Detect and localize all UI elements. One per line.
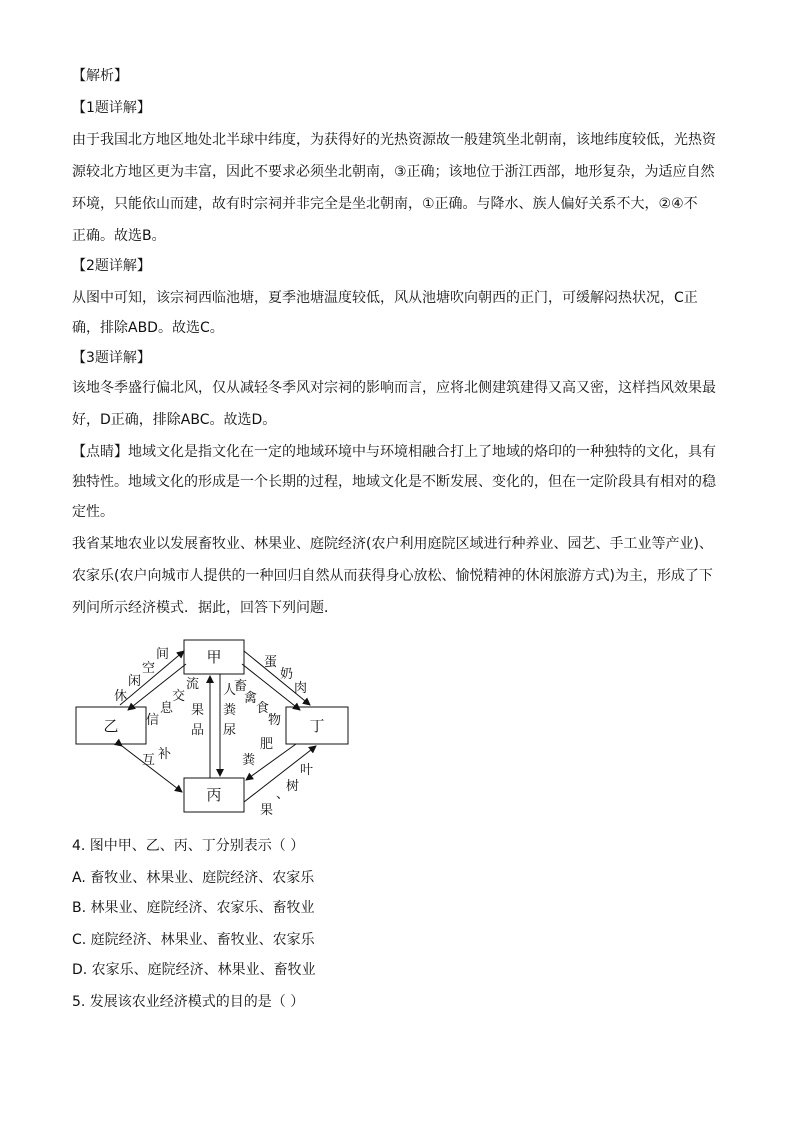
label-char: 肥	[260, 737, 274, 752]
label-char: 品	[191, 723, 205, 738]
label-char: 果	[260, 803, 274, 818]
paragraph-line: 环境，只能依山而建，故有时宗祠并非完全是坐北朝南，①正确。与降水、族人偏好关系不大，②④不	[72, 196, 698, 212]
question-5-stem: 5. 发展该农业经济模式的目的是（ ）	[72, 994, 305, 1010]
question-4-option-b: B. 林果业、庭院经济、农家乐、畜牧业	[72, 900, 315, 916]
svg-text:丁: 丁	[309, 717, 325, 735]
section-heading-q3: 【3题详解】	[72, 350, 151, 366]
label-char: 肉	[294, 681, 308, 696]
label-char: 补	[158, 747, 172, 762]
question-4-option-a: A. 畜牧业、林果业、庭院经济、农家乐	[72, 870, 315, 886]
paragraph-line: 正确。故选B。	[72, 228, 166, 244]
box-yi	[76, 707, 146, 744]
label-char: 信	[146, 713, 160, 728]
label-char: 尿	[223, 723, 237, 738]
section-heading-q1: 【1题详解】	[72, 100, 151, 116]
label-char: 、	[276, 787, 290, 802]
label-char: 食	[256, 701, 270, 716]
label-char: 果	[191, 703, 205, 718]
label-char: 叶	[300, 763, 314, 778]
label-char: 交	[172, 689, 186, 704]
question-4-option-c: C. 庭院经济、林果业、畜牧业、农家乐	[72, 932, 315, 948]
paragraph-line: 农家乐(农户向城市人提供的一种回归自然从而获得身心放松、愉悦精神的休闲旅游方式)为主，形成了下	[72, 568, 713, 584]
paragraph-line: 好，D正确，排除ABC。故选D。	[72, 412, 277, 428]
label-char: 互	[142, 753, 156, 768]
label-char: 空	[142, 661, 156, 676]
question-4-option-d: D. 农家乐、庭院经济、林果业、畜牧业	[72, 962, 316, 978]
paragraph-line: 【点睛】地域文化是指文化在一定的地域环境中与环境相融合打上了地域的烙印的一种独特的文化，具有	[72, 444, 716, 460]
label-char: 息	[160, 701, 174, 716]
paragraph-line: 源较北方地区更为丰富，因此不要求必须坐北朝南，③正确；该地位于浙江西部，地形复杂，为适应自然	[72, 164, 715, 180]
section-heading-q2: 【2题详解】	[72, 258, 151, 274]
paragraph-line: 我省某地农业以发展畜牧业、林果业、庭院经济(农户利用庭院区域进行种养业、园艺、手工业等产业)、	[72, 536, 713, 552]
economic-model-diagram	[60, 630, 370, 820]
label-char: 禽	[244, 691, 258, 706]
label-char: 蛋	[264, 655, 278, 670]
label-char: 粪	[223, 703, 237, 718]
label-char: 畜	[234, 679, 248, 694]
paragraph-line: 由于我国北方地区地处北半球中纬度，为获得好的光热资源故一般建筑坐北朝南，该地纬度较低，光热资	[72, 132, 716, 148]
label-char: 闲	[128, 674, 142, 689]
section-heading-analysis: 【解析】	[72, 68, 128, 84]
label-char: 奶	[280, 667, 294, 682]
label-char: 流	[186, 677, 200, 692]
paragraph-line: 该地冬季盛行偏北风，仅从减轻冬季风对宗祠的影响而言，应将北侧建筑建得又高又密，这样挡风效果最	[72, 380, 716, 396]
box-jia	[184, 640, 244, 674]
label-char: 休	[114, 689, 128, 704]
label-char: 树	[286, 779, 300, 794]
paragraph-line: 确，排除ABD。故选C。	[72, 320, 224, 336]
paragraph-line: 列问所示经济模式．据此，回答下列问题．	[72, 600, 338, 616]
paragraph-line: 独特性。地域文化的形成是一个长期的过程，地域文化是不断发展、变化的，但在一定阶段具有相对的稳	[72, 474, 716, 490]
svg-text:甲: 甲	[206, 648, 222, 666]
label-char: 粪	[242, 753, 256, 768]
paragraph-line: 从图中可知，该宗祠西临池塘，夏季池塘温度较低，风从池塘吹向朝西的正门，可缓解闷热状况，C正	[72, 290, 698, 306]
label-char: 物	[268, 713, 282, 728]
box-ding	[286, 707, 348, 744]
svg-text:乙: 乙	[103, 717, 119, 735]
svg-text:丙: 丙	[206, 786, 222, 804]
box-bing	[184, 778, 244, 812]
paragraph-line: 定性。	[72, 504, 114, 520]
label-char: 间	[156, 647, 170, 662]
label-char: 人	[223, 683, 237, 698]
question-4-stem: 4. 图中甲、乙、丙、丁分别表示（ ）	[72, 838, 305, 854]
